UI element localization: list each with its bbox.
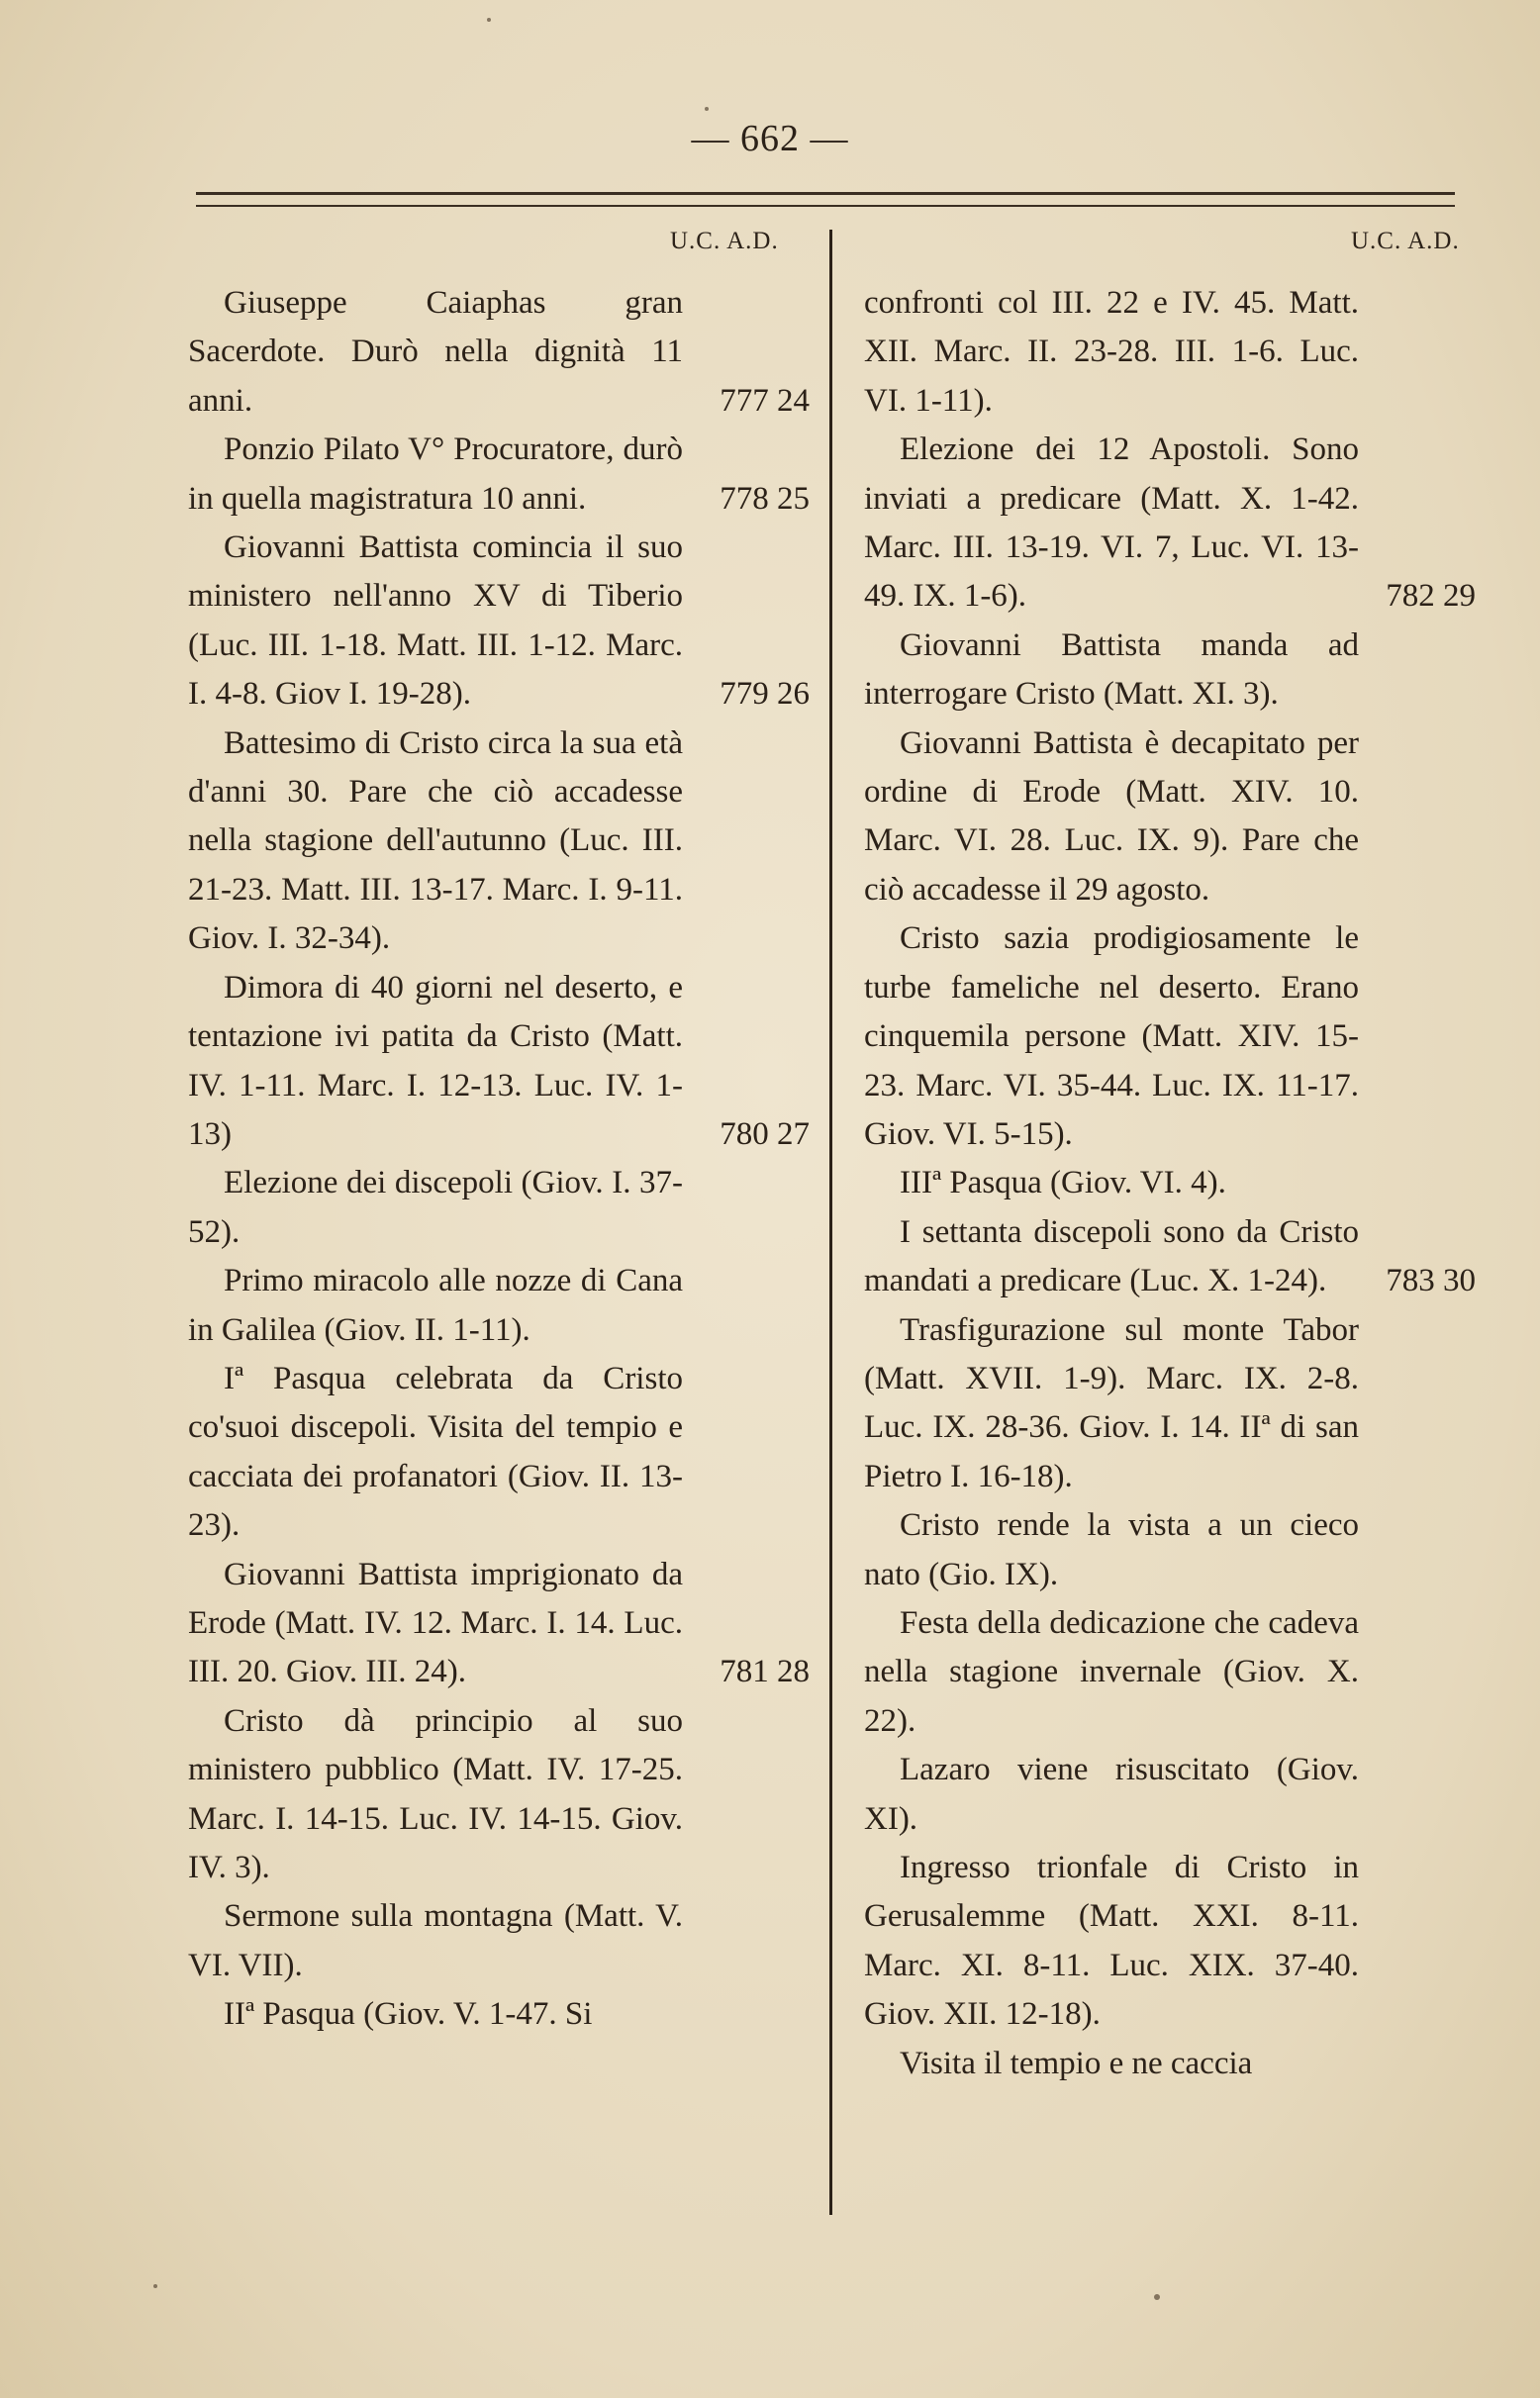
chronology-entry: Festa della dedicazione che cadeva nella stagione invernale (Giov. X. 22). [864, 1604, 1359, 1739]
chronology-entry: Giovanni Battista manda ad interrogare Cristo (Matt. XI. 3). [864, 626, 1359, 713]
chronology-entry: Cristo sazia prodigiosamente le turbe fameliche nel deserto. Erano cinquemila persone (Matt. XIV. 15-23. Marc. VI. 35-44. Luc. IX. 11-17. Giov. VI. 5-15). [864, 920, 1359, 1152]
chronology-entry: Primo miracolo alle nozze di Cana in Galilea (Giov. II. 1-11). [188, 1263, 683, 1348]
paper-speck [153, 2284, 157, 2288]
paper-speck [487, 18, 491, 22]
chronology-entry: Dimora di 40 giorni nel deserto, e tentazione ivi patita da Cristo (Matt. IV. 1-11. Marc. I. 12-13. Luc. IV. 1-13) 780 27 [188, 964, 683, 1160]
entry-date: 778 25 [720, 480, 810, 517]
entry-date: 782 29 [1386, 578, 1476, 615]
chronology-entry: Ingresso trionfale di Cristo in Gerusalemme (Matt. XXI. 8-11. Marc. XI. 8-11. Luc. XIX. 37-40. Giov. XII. 12-18). [864, 1850, 1359, 2033]
entry-date: 781 28 [720, 1654, 810, 1690]
chronology-entry: Elezione dei discepoli (Giov. I. 37-52). [188, 1165, 683, 1250]
chronology-entry: Battesimo di Cristo circa la sua età d'anni 30. Pare che ciò accadesse nella stagione dell'autunno (Luc. III. 21-23. Matt. III. 13-17. Marc. I. 9-11. Giov. I. 32-34). [188, 724, 683, 957]
left-column [188, 279, 810, 2040]
chronology-entry: Giovanni Battista è decapitato per ordine di Erode (Matt. XIV. 10. Marc. VI. 28. Luc. IX. 9). Pare che ciò accadesse il 29 agosto. [864, 724, 1359, 908]
chronology-entry: Giovanni Battista imprigionato da Erode (Matt. IV. 12. Marc. I. 14. Luc. III. 20. Giov. III. 24). 781 28 [188, 1551, 683, 1697]
chronology-entry: Iª Pasqua celebrata da Cristo co'suoi discepoli. Visita del tempio e cacciata dei profanatori (Giov. II. 13-23). [188, 1360, 683, 1544]
entry-date: 783 30 [1386, 1263, 1476, 1299]
chronology-entry: Trasfigurazione sul monte Tabor (Matt. XVII. 1-9). Marc. IX. 2-8. Luc. IX. 28-36. Giov. I. 14. IIª di san Pietro I. 16-18). [864, 1311, 1359, 1494]
paper-speck [705, 107, 709, 111]
chronology-entry: I settanta discepoli sono da Cristo mandati a predicare (Luc. X. 1-24). 783 30 [864, 1208, 1359, 1306]
page-number: — 662 — [691, 118, 849, 159]
entry-date: 779 26 [720, 676, 810, 713]
chronology-entry: IIª Pasqua (Giov. V. 1-47. Si [224, 1996, 593, 2033]
chronology-entry: IIIª Pasqua (Giov. VI. 4). [900, 1165, 1226, 1201]
column-divider [829, 230, 832, 2215]
header-rule [196, 192, 1455, 207]
chronology-entry: Elezione dei 12 Apostoli. Sono inviati a predicare (Matt. X. 1-42. Marc. III. 13-19. VI. 7, Luc. VI. 13-49. IX. 1-6). 782 29 [864, 426, 1359, 622]
chronology-entry: Visita il tempio e ne caccia [900, 2045, 1253, 2081]
left-column-header: U.C. A.D. [670, 228, 779, 254]
entry-date: 777 24 [720, 382, 810, 419]
chronology-entry: Lazaro viene risuscitato (Giov. XI). [864, 1752, 1359, 1837]
chronology-entry-continuation: confronti col III. 22 e IV. 45. Matt. XII. Marc. II. 23-28. III. 1-6. Luc. VI. 1-11). [864, 285, 1359, 419]
right-column-header: U.C. A.D. [1351, 228, 1460, 254]
chronology-entry: Cristo rende la vista a un cieco nato (Gio. IX). [864, 1507, 1359, 1592]
chronology-entry: Sermone sulla montagna (Matt. V. VI. VII). [188, 1898, 683, 1983]
entry-date: 780 27 [720, 1115, 810, 1152]
chronology-entry: Giovanni Battista comincia il suo ministero nell'anno XV di Tiberio (Luc. III. 1-18. Matt. III. 1-12. Marc. I. 4-8. Giov I. 19-28). 779 26 [188, 524, 683, 719]
right-column [864, 279, 1476, 2088]
chronology-entry: Cristo dà principio al suo ministero pubblico (Matt. IV. 17-25. Marc. I. 14-15. Luc. IV. 14-15. Giov. IV. 3). [188, 1702, 683, 1885]
paper-speck [1154, 2294, 1160, 2300]
chronology-entry: Ponzio Pilato V° Procuratore, durò in quella magistratura 10 anni. 778 25 [188, 426, 683, 524]
chronology-entry: Giuseppe Caiaphas gran Sacerdote. Durò nella dignità 11 anni. 777 24 [188, 279, 683, 426]
